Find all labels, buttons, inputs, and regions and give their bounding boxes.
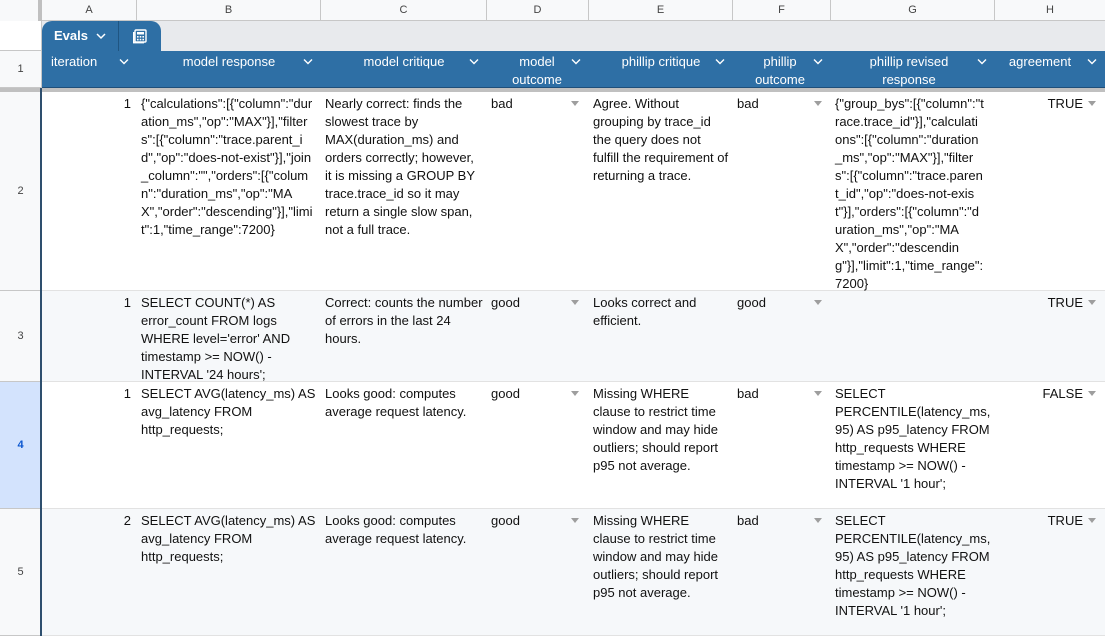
cell-phillip-outcome[interactable] xyxy=(733,92,831,116)
header-label: model critique xyxy=(363,54,445,69)
cell-model-outcome[interactable] xyxy=(487,509,589,533)
cell-model-response[interactable]: {"calculations":[{"column":"duration_ms","op":"MAX"}],"filters":[{"column":"trace.parent_id","op":"does-not-exist"}],"join_column":"","orders":[{"column":"duration_ms","op":"MAX","order":"descending"}],"limit":1,"time_range":7200} xyxy=(141,96,313,237)
dropdown-value: FALSE xyxy=(1042,386,1083,401)
row-number-3[interactable] xyxy=(0,291,42,382)
dropdown-arrow-icon[interactable] xyxy=(1088,101,1096,106)
dropdown-arrow-icon[interactable] xyxy=(1088,518,1096,523)
cell-phillip-revised-response[interactable]: SELECT PERCENTILE(latency_ms, 95) AS p95_latency FROM http_requests WHERE timestamp >= NOW() - INTERVAL '1 hour'; xyxy=(835,386,991,491)
cell-model-outcome[interactable] xyxy=(487,382,589,406)
header-label: phillip outcome xyxy=(755,54,805,87)
cell-model-outcome[interactable] xyxy=(487,92,589,116)
cell-model-critique[interactable]: Nearly correct: finds the slowest trace by MAX(duration_ms) and orders correctly; however, it is missing a GROUP BY trace.trace_id so it may return a single slow span, not a full trace. xyxy=(325,96,475,237)
row-number-label: 1 xyxy=(17,63,24,75)
cell-model-critique[interactable]: Looks good: computes average request latency. xyxy=(325,513,467,546)
header-label: phillip revised response xyxy=(869,54,949,87)
dropdown-value: good xyxy=(491,386,520,401)
row-number-blank xyxy=(0,21,42,51)
cell-phillip-outcome[interactable] xyxy=(733,382,831,406)
column-header-e[interactable]: E xyxy=(589,0,733,21)
header-phillip-outcome[interactable] xyxy=(733,51,831,88)
header-label: agreement xyxy=(1008,54,1072,69)
cell-phillip-critique[interactable]: Missing WHERE clause to restrict time window and may hide outliers; should report p95 not average. xyxy=(593,513,719,600)
cell-iteration[interactable]: 2 xyxy=(123,513,131,528)
table-tab-strip xyxy=(42,21,1105,51)
row-number-label: 5 xyxy=(17,566,24,578)
dropdown-value: bad xyxy=(737,513,759,528)
cell-phillip-outcome[interactable] xyxy=(733,291,831,315)
cell-phillip-outcome[interactable] xyxy=(733,509,831,533)
dropdown-arrow-icon[interactable] xyxy=(1088,300,1096,305)
column-header-g[interactable]: G xyxy=(831,0,995,21)
dropdown-value: bad xyxy=(491,96,513,111)
header-phillip-revised-response[interactable] xyxy=(831,51,995,88)
cell-phillip-critique[interactable]: Agree. Without grouping by trace_id the query does not fulfill the requirement of returning a trace. xyxy=(593,96,729,183)
header-agreement[interactable] xyxy=(995,51,1105,88)
dropdown-value: good xyxy=(491,513,520,528)
table-row xyxy=(42,92,1105,291)
cell-agreement[interactable] xyxy=(995,92,1105,116)
column-header-b[interactable]: B xyxy=(137,0,321,21)
table-row xyxy=(42,509,1105,636)
cell-model-response[interactable]: SELECT AVG(latency_ms) AS avg_latency FROM http_requests; xyxy=(141,513,316,564)
chevron-down-icon[interactable] xyxy=(1087,57,1097,67)
column-header-c[interactable]: C xyxy=(321,0,487,21)
row-number-label: 4 xyxy=(17,439,24,451)
cell-model-outcome[interactable] xyxy=(487,291,589,315)
column-header-f[interactable]: F xyxy=(733,0,831,21)
dropdown-value: TRUE xyxy=(1047,295,1083,310)
chevron-down-icon[interactable] xyxy=(469,57,479,67)
chevron-down-icon[interactable] xyxy=(813,57,823,67)
chevron-down-icon[interactable] xyxy=(119,57,129,67)
column-header-a[interactable]: A xyxy=(42,0,137,21)
table-row xyxy=(42,291,1105,382)
dropdown-value: bad xyxy=(737,386,759,401)
dropdown-value: good xyxy=(737,295,766,310)
header-label: model outcome xyxy=(512,54,562,87)
dropdown-value: TRUE xyxy=(1047,513,1083,528)
cell-model-response[interactable]: SELECT COUNT(*) AS error_count FROM logs WHERE level='error' AND timestamp >= NOW() - INTERVAL '24 hours'; xyxy=(141,295,291,382)
table-tab[interactable] xyxy=(42,21,161,51)
dropdown-arrow-icon[interactable] xyxy=(571,300,579,305)
row-number-label: 2 xyxy=(17,185,24,197)
dropdown-arrow-icon[interactable] xyxy=(814,300,822,305)
header-model-outcome[interactable] xyxy=(487,51,589,88)
cell-phillip-revised-response[interactable]: {"group_bys":[{"column":"trace.trace_id"}],"calculations":[{"column":"duration_ms","op":"MAX"}],"filters":[{"column":"trace.parent_id","op":"does-not-exist"}],"orders":[{"column":"duration_ms","op":"MAX","order":"descending"}],"limit":1,"time_range":7200} xyxy=(835,96,984,291)
table-summary-button[interactable] xyxy=(119,28,161,44)
chevron-down-icon[interactable] xyxy=(715,57,725,67)
cell-phillip-revised-response[interactable] xyxy=(831,291,995,297)
dropdown-value: bad xyxy=(737,96,759,111)
cell-phillip-critique[interactable]: Looks correct and efficient. xyxy=(593,295,697,328)
chevron-down-icon xyxy=(96,33,106,40)
row-number-1[interactable] xyxy=(0,51,42,88)
chevron-down-icon[interactable] xyxy=(571,57,581,67)
header-label: phillip critique xyxy=(621,54,701,69)
cell-iteration[interactable]: 1 xyxy=(123,295,131,310)
select-all-corner[interactable] xyxy=(0,0,42,21)
cell-model-critique[interactable]: Looks good: computes average request latency. xyxy=(325,386,467,419)
header-phillip-critique[interactable] xyxy=(589,51,733,88)
column-header-d[interactable]: D xyxy=(487,0,589,21)
cell-agreement[interactable] xyxy=(995,382,1105,406)
dropdown-value: TRUE xyxy=(1047,96,1083,111)
table-row xyxy=(42,382,1105,509)
cell-iteration[interactable]: 1 xyxy=(123,386,131,401)
chevron-down-icon[interactable] xyxy=(977,57,987,67)
column-header-h[interactable]: H xyxy=(1046,4,1054,16)
chevron-down-icon[interactable] xyxy=(303,57,313,67)
cell-phillip-revised-response[interactable]: SELECT PERCENTILE(latency_ms, 95) AS p95_latency FROM http_requests WHERE timestamp >= NOW() - INTERVAL '1 hour'; xyxy=(835,513,991,618)
cell-phillip-critique[interactable]: Missing WHERE clause to restrict time window and may hide outliers; should report p95 not average. xyxy=(593,386,719,473)
dropdown-arrow-icon[interactable] xyxy=(571,391,579,396)
row-number-label: 3 xyxy=(17,330,24,342)
cell-model-critique[interactable]: Correct: counts the number of errors in the last 24 hours. xyxy=(325,295,483,346)
calculator-icon xyxy=(132,28,148,44)
row-number-2[interactable] xyxy=(0,92,42,291)
dropdown-arrow-icon[interactable] xyxy=(571,101,579,106)
header-model-response[interactable] xyxy=(137,51,321,88)
header-label: model response xyxy=(182,54,276,69)
dropdown-arrow-icon[interactable] xyxy=(1088,391,1096,396)
row-number-5[interactable] xyxy=(0,509,42,636)
cell-agreement[interactable] xyxy=(995,291,1105,315)
cell-iteration[interactable]: 1 xyxy=(123,96,131,111)
table-header-row xyxy=(42,51,1105,88)
header-label: iteration xyxy=(51,54,98,69)
dropdown-arrow-icon[interactable] xyxy=(814,518,822,523)
table-name-button[interactable] xyxy=(42,21,119,51)
cell-model-response[interactable]: SELECT AVG(latency_ms) AS avg_latency FROM http_requests; xyxy=(141,386,316,437)
dropdown-arrow-icon[interactable] xyxy=(571,518,579,523)
dropdown-value: good xyxy=(491,295,520,310)
cell-agreement[interactable] xyxy=(995,509,1105,533)
column-letters-bar xyxy=(0,0,1105,21)
dropdown-arrow-icon[interactable] xyxy=(814,391,822,396)
table-name: Evals xyxy=(54,28,88,43)
header-iteration[interactable] xyxy=(42,51,137,88)
dropdown-arrow-icon[interactable] xyxy=(814,101,822,106)
row-number-4[interactable] xyxy=(0,382,42,509)
header-model-critique[interactable] xyxy=(321,51,487,88)
